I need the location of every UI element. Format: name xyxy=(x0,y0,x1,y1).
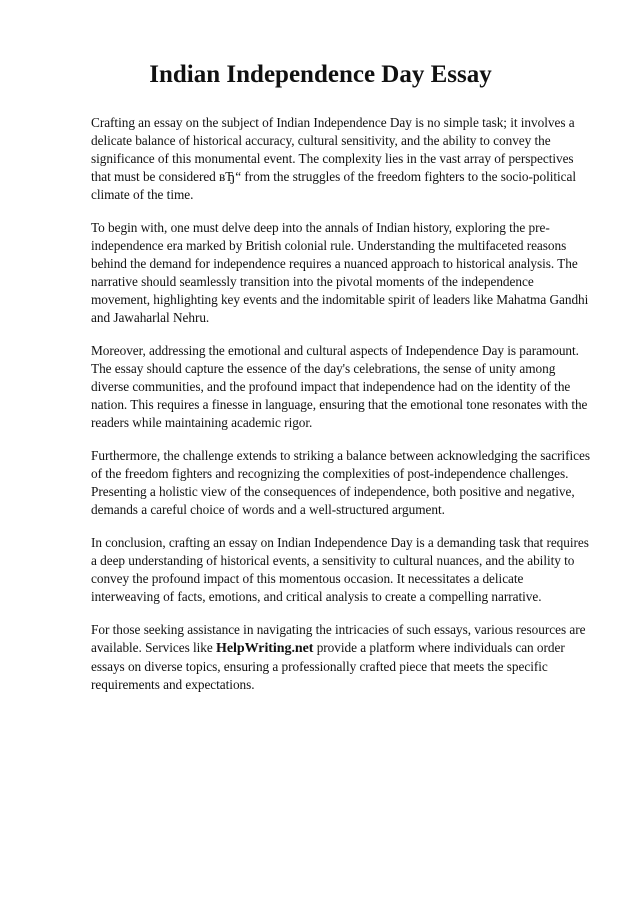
paragraph-closing xyxy=(91,621,594,694)
paragraph-conclusion: In conclusion, crafting an essay on Indian Independence Day is a demanding task that requires a deep understanding of historical events, a sensitivity to cultural nuances, and the ability to convey the profound impact of this momentous occasion. It necessitates a delicate interweaving of facts, emotions, and critical analysis to create a compelling narrative. xyxy=(91,535,589,604)
paragraph-challenges: Furthermore, the challenge extends to striking a balance between acknowledging the sacrifices of the freedom fighters and recognizing the complexities of post-independence challenges. Presenting a holistic view of the consequences of independence, both positive and negative, demands a careful choice of words and a well-structured argument. xyxy=(91,448,590,517)
paragraph-emotional-aspects: Moreover, addressing the emotional and cultural aspects of Independence Day is paramount. The essay should capture the essence of the day's celebrations, the sense of unity among diverse communities, and the profound impact that independence had on the identity of the nation. This requires a finesse in language, ensuring that the emotional tone resonates with the readers while maintaining academic rigor. xyxy=(91,343,588,430)
paragraph-intro: Crafting an essay on the subject of Indian Independence Day is no simple task; it involves a delicate balance of historical accuracy, cultural sensitivity, and the ability to convey the significance of this monumental event. The complexity lies in the vast array of perspectives that must be considered вЂ“ from the struggles of the freedom fighters to the socio-political climate of the time. xyxy=(91,115,577,202)
closing-text-before: For those seeking assistance in navigating the intricacies of such essays, various resources are available. Services like xyxy=(91,622,586,655)
closing-text-after: provide a platform where individuals can order essays on diverse topics, ensuring a professionally crafted piece that meets the specific requirements and expectations. xyxy=(91,640,565,692)
brand-name: HelpWriting.net xyxy=(216,641,314,656)
paragraph-history: To begin with, one must delve deep into the annals of Indian history, exploring the pre-independence era marked by British colonial rule. Understanding the multifaceted reasons behind the demand for independence requires a nuanced approach to historical analysis. The narrative should seamlessly transition into the pivotal moments of the independence movement, highlighting key events and the indomitable spirit of leaders like Mahatma Gandhi and Jawaharlal Nehru. xyxy=(91,220,589,325)
page-title: Indian Independence Day Essay xyxy=(149,61,492,88)
